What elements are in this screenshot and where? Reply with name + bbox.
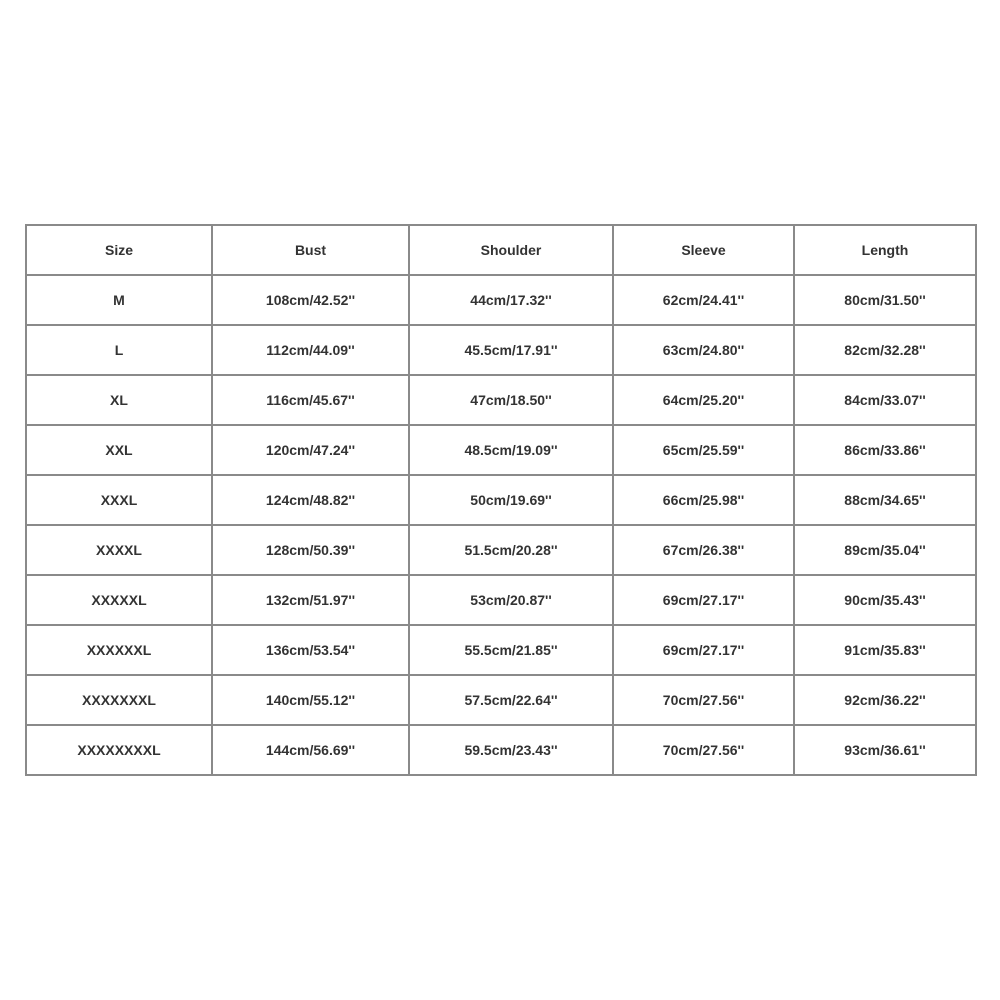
cell-sleeve: 70cm/27.56'' [613, 675, 794, 725]
table-row [26, 325, 976, 375]
table-row [26, 475, 976, 525]
cell-size: XXXXXL [26, 575, 212, 625]
cell-size: XXXXXXXL [26, 675, 212, 725]
cell-bust: 128cm/50.39'' [212, 525, 409, 575]
cell-size: XXXXXXL [26, 625, 212, 675]
cell-shoulder: 45.5cm/17.91'' [409, 325, 613, 375]
cell-sleeve: 65cm/25.59'' [613, 425, 794, 475]
cell-length: 82cm/32.28'' [794, 325, 976, 375]
cell-length: 90cm/35.43'' [794, 575, 976, 625]
cell-bust: 116cm/45.67'' [212, 375, 409, 425]
header-bust: Bust [212, 225, 409, 275]
cell-bust: 124cm/48.82'' [212, 475, 409, 525]
cell-size: M [26, 275, 212, 325]
table-row [26, 375, 976, 425]
table-row [26, 275, 976, 325]
cell-length: 89cm/35.04'' [794, 525, 976, 575]
cell-shoulder: 59.5cm/23.43'' [409, 725, 613, 775]
cell-bust: 136cm/53.54'' [212, 625, 409, 675]
cell-length: 84cm/33.07'' [794, 375, 976, 425]
cell-size: XL [26, 375, 212, 425]
cell-shoulder: 47cm/18.50'' [409, 375, 613, 425]
cell-shoulder: 48.5cm/19.09'' [409, 425, 613, 475]
cell-length: 80cm/31.50'' [794, 275, 976, 325]
header-length: Length [794, 225, 976, 275]
header-size: Size [26, 225, 212, 275]
cell-size: XXXL [26, 475, 212, 525]
cell-length: 92cm/36.22'' [794, 675, 976, 725]
cell-bust: 112cm/44.09'' [212, 325, 409, 375]
table-row [26, 625, 976, 675]
table-row [26, 425, 976, 475]
header-shoulder: Shoulder [409, 225, 613, 275]
cell-shoulder: 51.5cm/20.28'' [409, 525, 613, 575]
cell-sleeve: 67cm/26.38'' [613, 525, 794, 575]
table-row [26, 725, 976, 775]
cell-bust: 120cm/47.24'' [212, 425, 409, 475]
cell-shoulder: 53cm/20.87'' [409, 575, 613, 625]
cell-size: XXL [26, 425, 212, 475]
table-row [26, 675, 976, 725]
cell-shoulder: 57.5cm/22.64'' [409, 675, 613, 725]
cell-sleeve: 70cm/27.56'' [613, 725, 794, 775]
cell-length: 91cm/35.83'' [794, 625, 976, 675]
cell-size: L [26, 325, 212, 375]
cell-sleeve: 69cm/27.17'' [613, 625, 794, 675]
table-row [26, 525, 976, 575]
cell-sleeve: 62cm/24.41'' [613, 275, 794, 325]
cell-shoulder: 55.5cm/21.85'' [409, 625, 613, 675]
cell-size: XXXXXXXXL [26, 725, 212, 775]
cell-sleeve: 64cm/25.20'' [613, 375, 794, 425]
header-sleeve: Sleeve [613, 225, 794, 275]
cell-sleeve: 63cm/24.80'' [613, 325, 794, 375]
cell-bust: 108cm/42.52'' [212, 275, 409, 325]
cell-bust: 140cm/55.12'' [212, 675, 409, 725]
cell-shoulder: 50cm/19.69'' [409, 475, 613, 525]
cell-bust: 132cm/51.97'' [212, 575, 409, 625]
cell-length: 86cm/33.86'' [794, 425, 976, 475]
cell-shoulder: 44cm/17.32'' [409, 275, 613, 325]
cell-size: XXXXL [26, 525, 212, 575]
cell-bust: 144cm/56.69'' [212, 725, 409, 775]
size-chart-table [25, 224, 977, 776]
cell-length: 93cm/36.61'' [794, 725, 976, 775]
table-row [26, 575, 976, 625]
cell-length: 88cm/34.65'' [794, 475, 976, 525]
cell-sleeve: 69cm/27.17'' [613, 575, 794, 625]
cell-sleeve: 66cm/25.98'' [613, 475, 794, 525]
header-row [26, 225, 976, 275]
